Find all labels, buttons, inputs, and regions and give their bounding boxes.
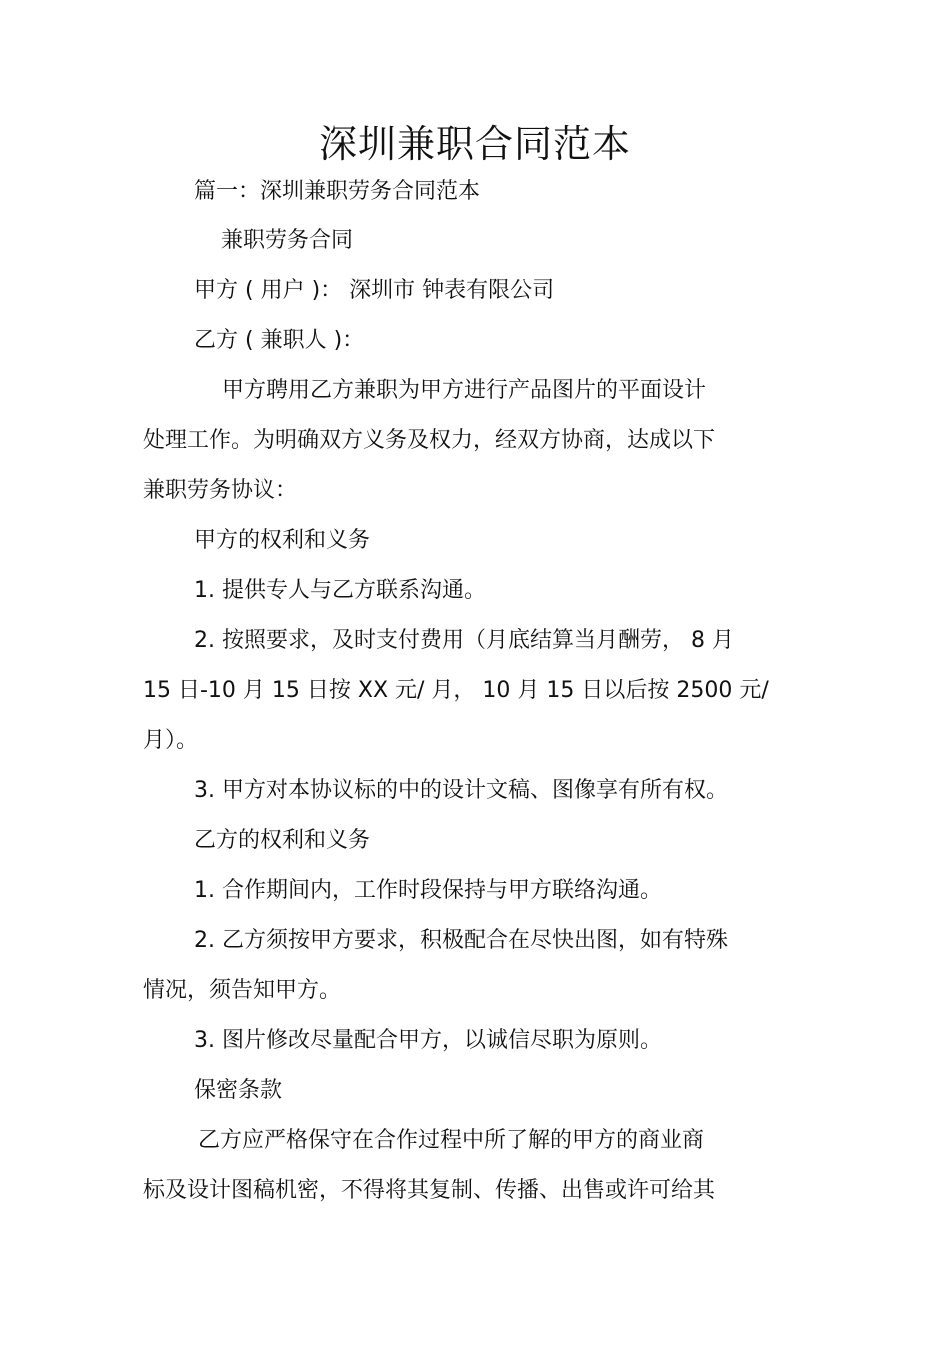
contract-heading: 兼职劳务合同 [221,228,354,253]
section-heading-1: 篇一：深圳兼职劳务合同范本 [194,179,481,204]
party-b-line: 乙方 ( 兼职人 )： [194,328,365,353]
list-item: 1. 提供专人与乙方联系沟通。 [194,578,486,603]
paragraph-line: 标及设计图稿机密，不得将其复制、传播、出售或许可给其 [143,1178,716,1203]
list-item: 2. 乙方须按甲方要求，积极配合在尽快出图，如有特殊 [194,928,728,953]
party-a-rights-heading: 甲方的权利和义务 [194,528,371,553]
paragraph-line: 兼职劳务协议： [143,478,298,503]
list-item-continuation: 情况，须告知甲方。 [143,978,342,1003]
paragraph-line: 乙方应严格保守在合作过程中所了解的甲方的商业商 [198,1128,705,1153]
list-item: 2. 按照要求，及时支付费用（月底结算当月酬劳， 8 月 [194,628,734,653]
party-a-line: 甲方 ( 用户 )： 深圳市 钟表有限公司 [194,278,555,303]
paragraph-line: 甲方聘用乙方兼职为甲方进行产品图片的平面设计 [222,378,707,403]
party-b-rights-heading: 乙方的权利和义务 [194,828,371,853]
list-item: 3. 甲方对本协议标的中的设计文稿、图像享有所有权。 [194,778,728,803]
document-title: 深圳兼职合同范本 [318,122,631,166]
list-item-continuation: 月）。 [143,728,199,753]
list-item: 1. 合作期间内，工作时段保持与甲方联络沟通。 [194,878,662,903]
confidentiality-heading: 保密条款 [194,1078,283,1103]
list-item-continuation: 15 日-10 月 15 日按 XX 元/ 月， 10 月 15 日以后按 2500 元/ [143,678,769,703]
paragraph-line: 处理工作。为明确双方义务及权力，经双方协商，达成以下 [143,428,716,453]
list-item: 3. 图片修改尽量配合甲方，以诚信尽职为原则。 [194,1028,662,1053]
